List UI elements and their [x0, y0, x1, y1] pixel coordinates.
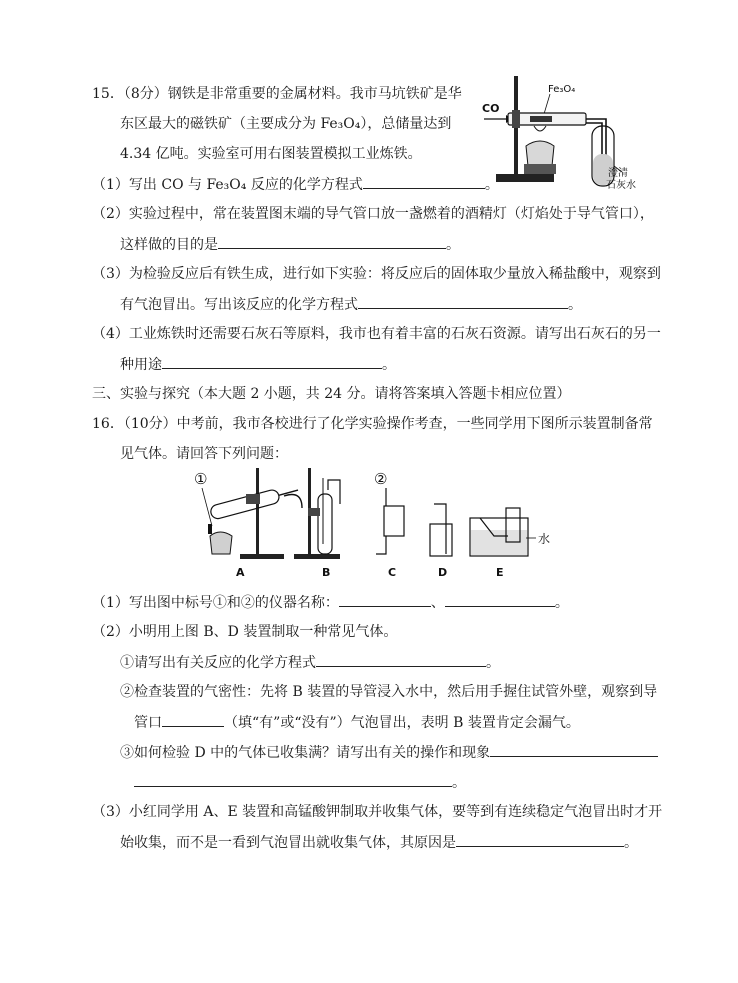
q16-part-2-iii-end: 。	[452, 775, 466, 791]
water-label: 水	[538, 532, 551, 546]
answer-blank-q16-1b[interactable]	[445, 592, 555, 607]
q16-part-1	[92, 592, 569, 613]
limewater-label-2: 石灰水	[606, 180, 636, 191]
answer-blank-q16-1a[interactable]	[339, 592, 431, 607]
label-a: A	[236, 566, 245, 579]
answer-blank-q15-2[interactable]	[218, 234, 446, 249]
q16-part-2-ii-text-1: 管口	[134, 715, 162, 731]
q15-part-1-text: （1）写出 CO 与 Fe₃O₄ 反应的化学方程式	[92, 177, 363, 193]
q16-part-3-text: 始收集，而不是一看到气泡冒出就收集气体，其原因是	[120, 835, 456, 851]
apparatus-figure	[190, 464, 560, 582]
q16-part-3-line-1: （3）小红同学用 A、E 装置和高锰酸钾制取并收集气体，要等到有连续稳定气泡冒出时才开	[92, 804, 663, 820]
q16-part-2-ii-text-2: （填“有”或“没有”）气泡冒出，表明 B 装置肯定会漏气。	[224, 715, 580, 731]
q16-part-1-separator: 、	[430, 595, 445, 611]
q15-part-4-line-1: （4）工业炼铁时还需要石灰石等原料，我市也有着丰富的石灰石资源。请写出石灰石的另一	[92, 326, 661, 342]
q16-part-3-end: 。	[624, 835, 638, 851]
q15-part-4-end: 。	[382, 357, 396, 373]
q15-part-2-line-1: （2）实验过程中，常在装置图末端的导气管口放一盏燃着的酒精灯（灯焰处于导气管口），	[92, 206, 654, 222]
q15-part-2-end: 。	[446, 237, 460, 253]
answer-blank-q16-3[interactable]	[456, 832, 624, 847]
q15-line-3: 4.34 亿吨。实验室可用右图装置模拟工业炼铁。	[120, 146, 422, 162]
mark-2: ②	[374, 470, 388, 488]
answer-blank-q16-2iii-a[interactable]	[490, 742, 658, 757]
q16-part-3-line-2	[120, 832, 638, 853]
limewater-label-1: 澄清	[608, 168, 628, 179]
q15-part-4-text: 种用途	[120, 357, 162, 373]
q16-part-2-iii-line-1	[120, 742, 658, 763]
q15-part-4-line-2	[120, 354, 396, 375]
q16-part-2-i-text: ①请写出有关反应的化学方程式	[120, 655, 316, 671]
q15-part-2-line-2	[120, 234, 460, 255]
answer-blank-q16-2ii[interactable]	[162, 712, 224, 727]
q16-part-2-ii-line-1: ②检查装置的气密性：先将 B 装置的导管浸入水中，然后用手握住试管外壁，观察到导	[120, 684, 658, 700]
q16-part-1-end: 。	[554, 595, 569, 611]
q16-part-2-i	[120, 652, 500, 673]
answer-blank-q15-1[interactable]	[363, 174, 485, 189]
q16-part-1-text: （1）写出图中标号①和②的仪器名称：	[92, 595, 339, 611]
label-e: E	[496, 566, 504, 579]
q16-part-2-iii-line-2	[134, 772, 466, 793]
q15-line-1: 15．（8分）钢铁是非常重要的金属材料。我市马坑铁矿是华	[92, 86, 462, 102]
q15-part-2-text: 这样做的目的是	[120, 237, 218, 253]
label-b: B	[322, 566, 331, 579]
label-d: D	[438, 566, 448, 579]
answer-blank-q15-3[interactable]	[358, 294, 568, 309]
answer-blank-q15-4[interactable]	[162, 354, 382, 369]
mark-1: ①	[194, 470, 208, 488]
q15-part-3-line-1: （3）为检验反应后有铁生成，进行如下实验：将反应后的固体取少量放入稀盐酸中，观察到	[92, 266, 661, 282]
q15-line-2: 东区最大的磁铁矿（主要成分为 Fe₃O₄），总储量达到	[120, 116, 452, 132]
q15-part-3-line-2	[120, 294, 582, 315]
q16-part-2: （2）小明用上图 B、D 装置制取一种常见气体。	[92, 624, 398, 640]
answer-blank-q16-2iii-b[interactable]	[134, 772, 452, 787]
fe3o4-figure-label: Fe₃O₄	[548, 84, 576, 95]
section-3-heading: 三、实验与探究（本大题 2 小题，共 24 分。请将答案填入答题卡相应位置）	[92, 386, 571, 402]
q16-line-1: 16．（10分）中考前，我市各校进行了化学实验操作考查，一些同学用下图所示装置制备常	[92, 416, 653, 432]
q15-part-1	[92, 174, 499, 195]
q16-part-2-iii-text: ③如何检验 D 中的气体已收集满？请写出有关的操作和现象	[120, 745, 491, 761]
answer-blank-q16-2i[interactable]	[316, 652, 486, 667]
q15-part-3-text: 有气泡冒出。写出该反应的化学方程式	[120, 297, 358, 313]
co-figure-label: CO	[482, 102, 500, 115]
label-c: C	[388, 566, 397, 579]
iron-smelting-figure	[478, 76, 653, 194]
q16-line-2: 见气体。请回答下列问题：	[120, 446, 288, 462]
q15-part-1-end: 。	[484, 177, 499, 193]
q15-part-3-end: 。	[568, 297, 582, 313]
q16-part-2-ii-line-2	[134, 712, 580, 733]
q16-part-2-i-end: 。	[486, 655, 500, 671]
